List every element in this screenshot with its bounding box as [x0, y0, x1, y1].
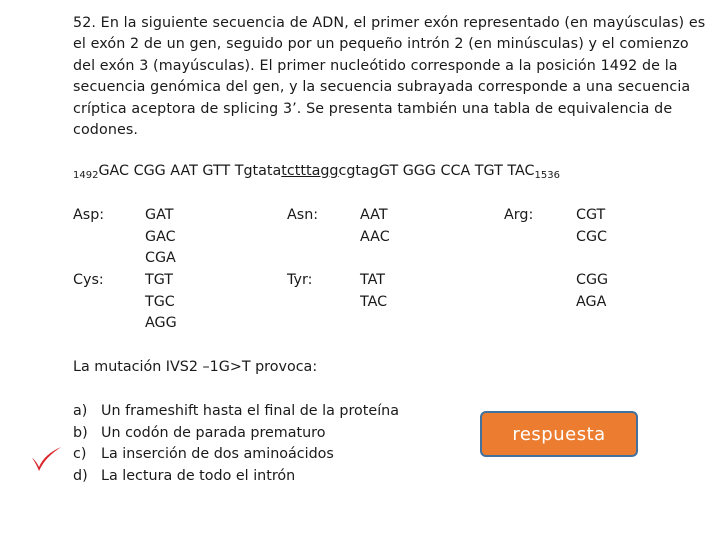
- option-text: La inserción de dos aminoácidos: [101, 446, 334, 463]
- respuesta-button[interactable]: respuesta: [480, 411, 638, 457]
- exon3-sequence: GT GGG CCA TGT TAC: [378, 163, 535, 179]
- option-letter: c): [73, 446, 87, 463]
- codon: TAT: [360, 272, 386, 288]
- exon2-sequence: GAC CGG AAT GTT Tgtata: [98, 163, 282, 179]
- codon: TGT: [145, 272, 174, 288]
- option-letter: b): [73, 424, 88, 441]
- codon: AAT: [360, 207, 388, 223]
- sequence-start-position: 1492: [73, 170, 99, 181]
- codon: AGG: [145, 315, 177, 332]
- sequence-end-position: 1536: [534, 170, 560, 181]
- codons-arg-continued: [576, 270, 608, 313]
- option-c[interactable]: [73, 444, 399, 466]
- amino-acid-tyr: Tyr:: [287, 272, 313, 288]
- mutation-prompt: La mutación IVS2 –1G>T provoca:: [73, 359, 318, 375]
- cryptic-acceptor-sequence: tctttagg: [281, 163, 339, 179]
- codon: AGA: [576, 293, 607, 310]
- codons-tyr: [360, 270, 387, 313]
- codons-asn: [360, 205, 390, 248]
- option-letter: a): [73, 403, 88, 419]
- option-d[interactable]: [73, 466, 399, 488]
- codon: TAC: [360, 293, 388, 310]
- dna-sequence: [73, 163, 560, 181]
- codons-cys: [145, 270, 177, 335]
- codon: CGT: [576, 207, 606, 223]
- option-text: Un frameshift hasta el final de la proteína: [101, 403, 399, 419]
- option-b[interactable]: [73, 423, 399, 445]
- codon: CGG: [576, 272, 609, 288]
- codon: GAC: [145, 228, 176, 245]
- amino-acid-cys: Cys:: [73, 272, 104, 288]
- question-text: 52. En la siguiente secuencia de ADN, el primer exón representado (en mayúsculas) es el exón 2 de un gen, seguido por un pequeño intrón 2 (en minúsculas) y el comienzo del exón 3 (mayúsculas). El primer nucleótido corresponde a la posición 1492 de la secuencia genómica del gen, y la secuencia subrayada corresponde a una secuencia críptica aceptora de splicing 3’. Se presenta también una tabla de equivalencia de codones.: [73, 15, 706, 139]
- amino-acid-asn: Asn:: [287, 207, 319, 223]
- amino-acid-asp: Asp:: [73, 207, 105, 223]
- intron-end-sequence: cgtag: [338, 163, 379, 179]
- option-text: La lectura de todo el intrón: [101, 468, 296, 485]
- codon: GAT: [145, 207, 174, 223]
- codons-asp: [145, 205, 176, 270]
- codon: TGC: [145, 293, 175, 310]
- answer-options: [73, 401, 399, 488]
- codon: CGA: [145, 250, 176, 267]
- option-letter: d): [73, 468, 88, 485]
- codon: CGC: [576, 228, 608, 245]
- option-a[interactable]: [73, 401, 399, 423]
- codon: AAC: [360, 228, 390, 245]
- amino-acid-arg: Arg:: [504, 207, 534, 223]
- option-text: Un codón de parada prematuro: [101, 424, 326, 441]
- codons-arg: [576, 205, 607, 248]
- checkmark-icon: [30, 445, 62, 473]
